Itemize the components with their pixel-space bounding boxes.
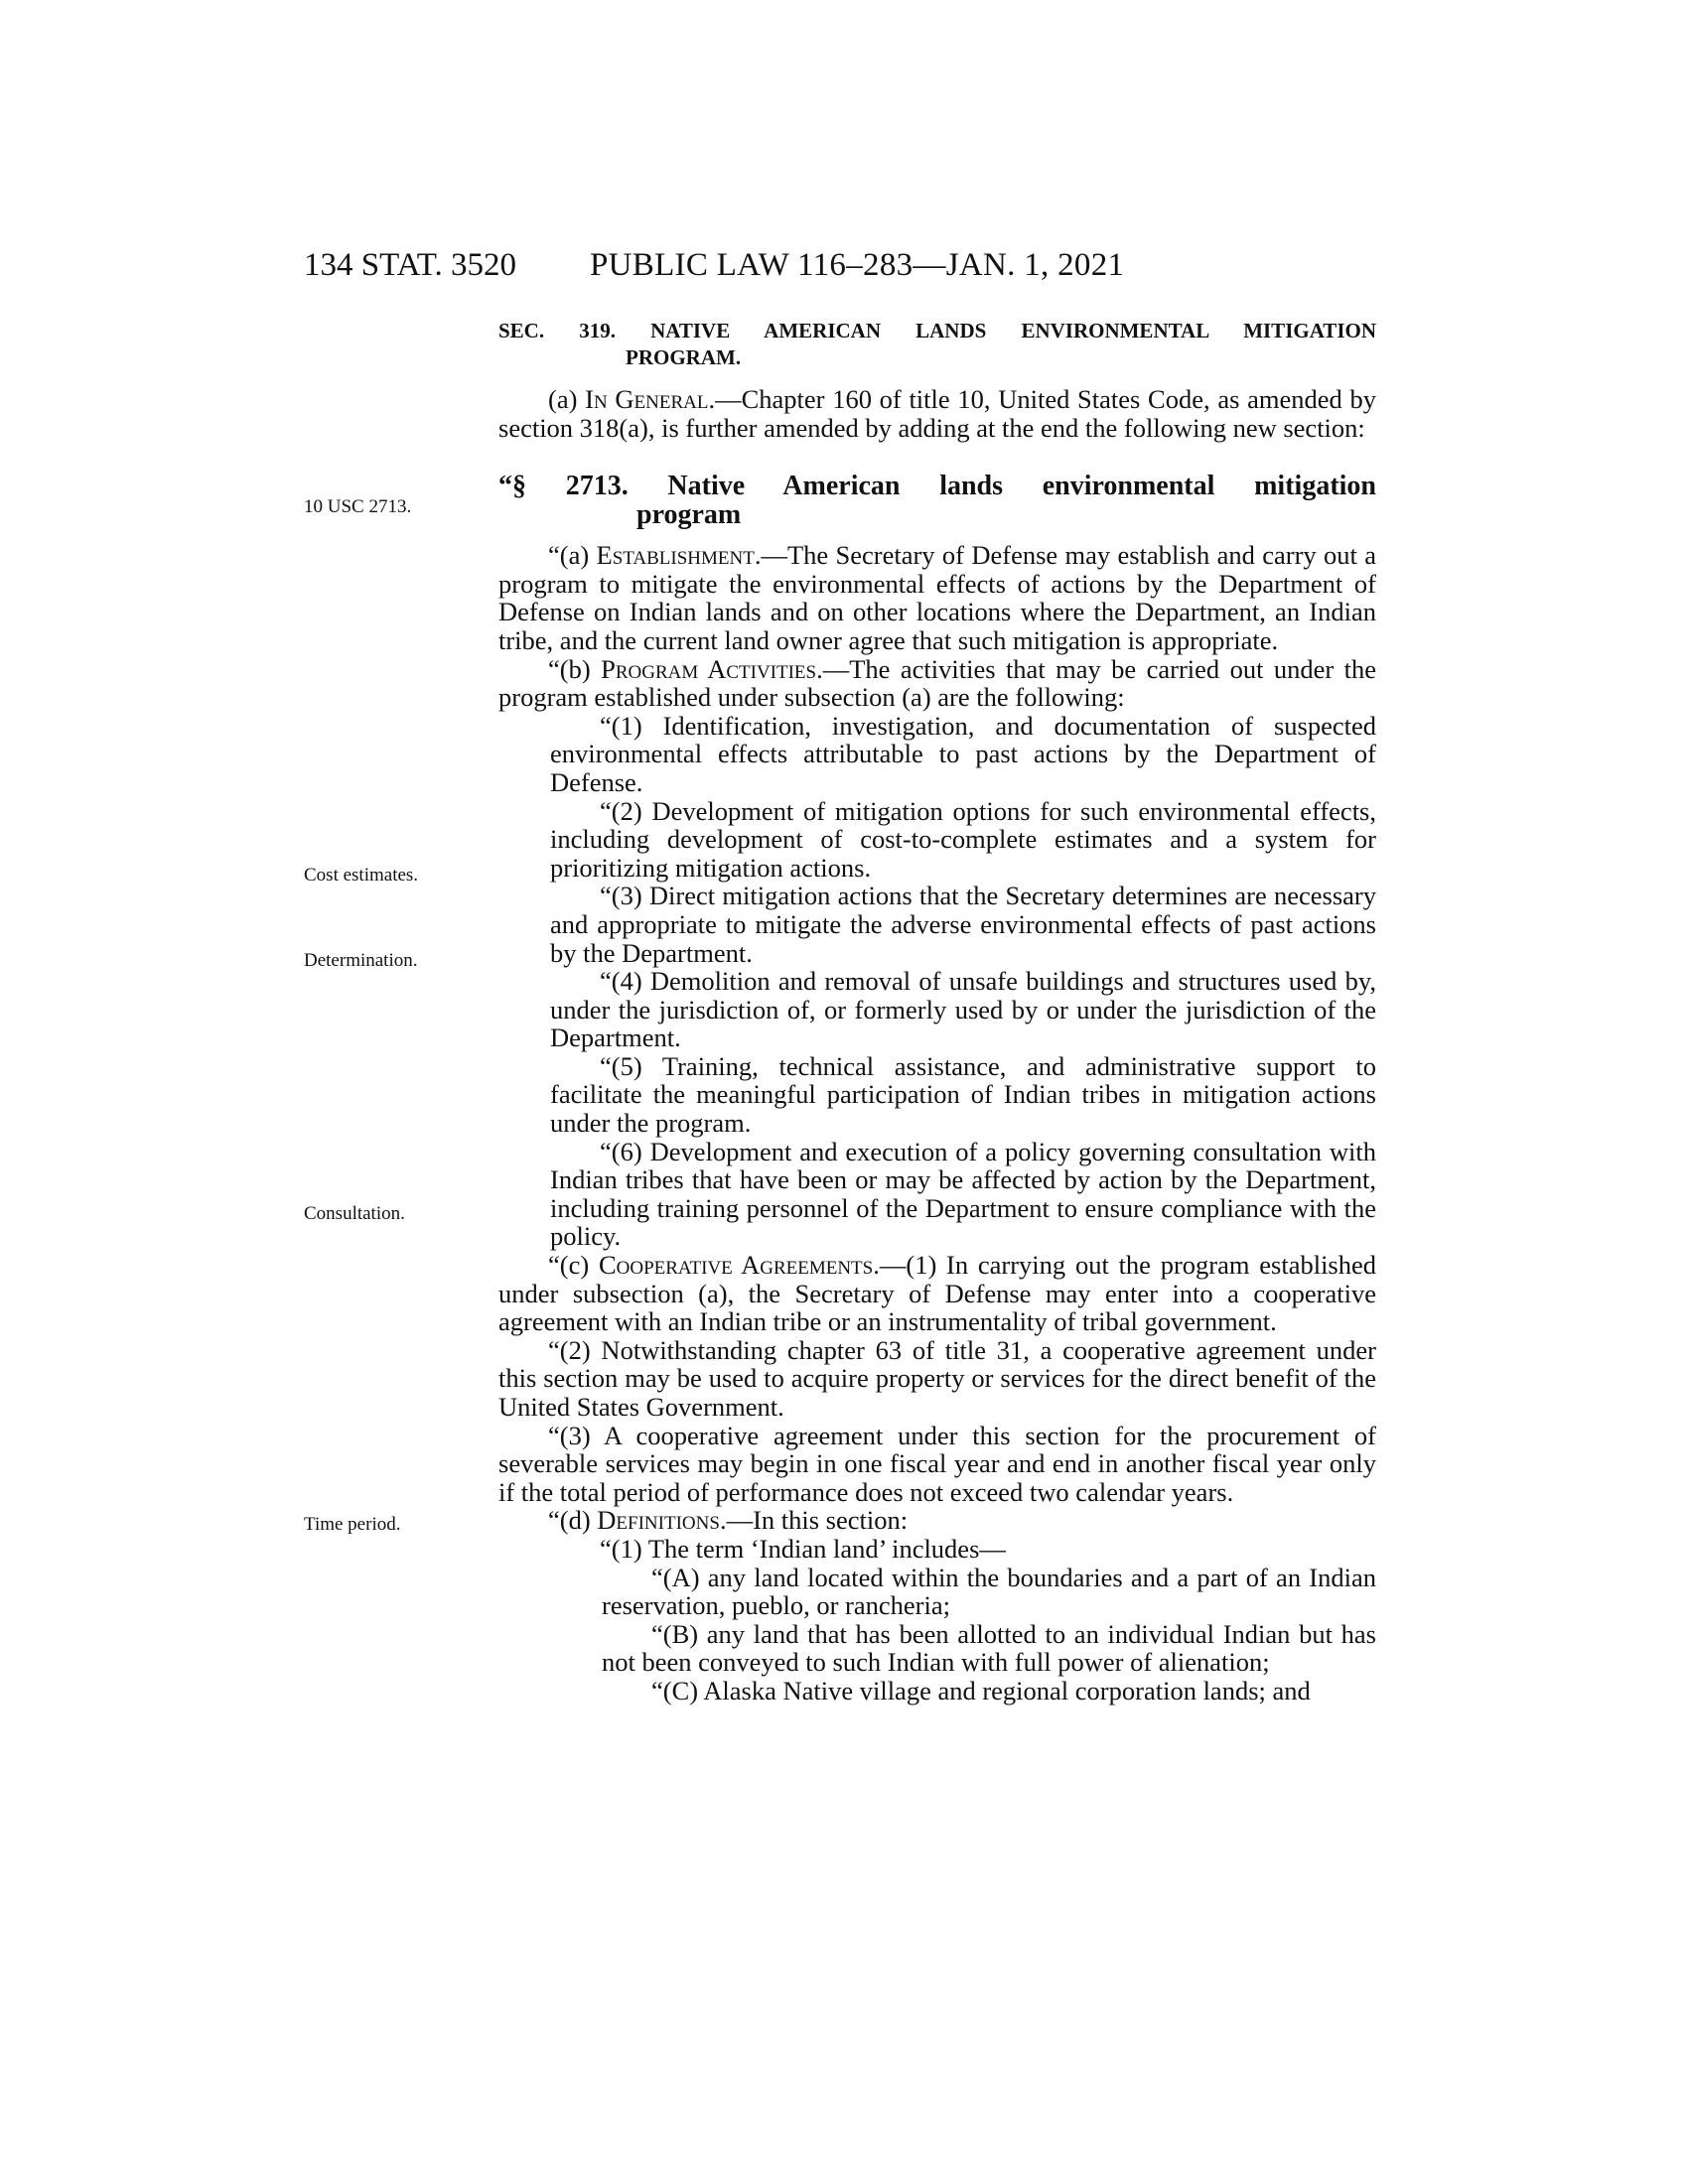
new-section-title: “§ 2713. Native American lands environmental mitigation [498,471,1376,502]
margin-note-usc: 10 USC 2713. [304,496,412,517]
subsection-a-in-general: (a) In General.—Chapter 160 of title 10, United States Code, as amended by section 318(a), is further amended by adding at the end the following new section: [498,384,1376,443]
new-section-title-cont: program [636,499,742,531]
paragraph-b3: “(3) Direct mitigation actions that the Secretary determines are necessary and appropriate to mitigate the adverse environmental effects of past actions by the Department. [550,881,1376,968]
margin-note-determination: Determination. [304,950,418,971]
paragraph-b6: “(6) Development and execution of a policy governing consultation with Indian tribes that have been or may be affected by action by the Department, including training personnel of the Department to ensure compliance with the policy. [550,1136,1376,1252]
margin-note-consultation: Consultation. [304,1203,405,1224]
paragraph-d1c: “(C) Alaska Native village and regional corporation lands; and [651,1675,1311,1706]
paragraph-b1: “(1) Identification, investigation, and documentation of suspected environmental effects attributable to past actions by the Department of Defense. [550,710,1376,797]
paragraph-b-program-activities: “(b) Program Activities.—The activities that may be carried out under the program established under subsection (a) are the following: [498,653,1377,713]
paragraph-d1a: “(A) any land located within the boundaries and a part of an Indian reservation, pueblo, or rancheria; [602,1562,1376,1621]
paragraph-a-establishment: “(a) Establishment.—The Secretary of Defense may establish and carry out a program to mitigate the environmental effects of actions by the Department of Defense on Indian lands and on other locations where the Department, an Indian tribe, and the current land owner agree that such mitigation is appropriate. [498,540,1376,655]
margin-note-time-period: Time period. [304,1514,401,1535]
section-title-cont: PROGRAM. [626,345,742,369]
paragraph-b2: “(2) Development of mitigation options for such environmental effects, including development of cost-to-complete estimates and a system for prioritizing mitigation actions. [550,795,1376,883]
paragraph-d1b: “(B) any land that has been allotted to an individual Indian but has not been conveyed to such Indian with full power of alienation; [602,1618,1376,1678]
main-text-column [498,318,1376,1706]
running-title: PUBLIC LAW 116–283—JAN. 1, 2021 [590,247,1125,283]
paragraph-b4: “(4) Demolition and removal of unsafe buildings and structures used by, under the jurisdiction of, or formerly used by or under the jurisdiction of the Department. [550,966,1376,1053]
margin-note-cost-estimates: Cost estimates. [304,865,419,886]
stat-page-number: 134 STAT. 3520 [304,247,517,283]
paragraph-c-cooperative-agreements: “(c) Cooperative Agreements.—(1) In carrying out the program established under subsection (a), the Secretary of Defense may enter into a cooperative agreement with an Indian tribe or an instrumentality of tribal government. [498,1250,1377,1337]
paragraph-d1: “(1) The term ‘Indian land’ includes— [600,1533,1006,1564]
paragraph-d-definitions: “(d) Definitions.—In this section: [548,1505,909,1536]
paragraph-c2: “(2) Notwithstanding chapter 63 of title 31, a cooperative agreement under this section may be used to acquire property or services for the direct benefit of the United States Government. [498,1334,1376,1422]
paragraph-c3: “(3) A cooperative agreement under this section for the procurement of severable services may begin in one fiscal year and end in another fiscal year only if the total period of performance does not exceed two calendar years. [498,1420,1376,1507]
paragraph-b5: “(5) Training, technical assistance, and administrative support to facilitate the meaningful participation of Indian tribes in mitigation actions under the program. [550,1050,1376,1139]
section-title: SEC. 319. NATIVE AMERICAN LANDS ENVIRONMENTAL MITIGATION [498,319,1376,342]
